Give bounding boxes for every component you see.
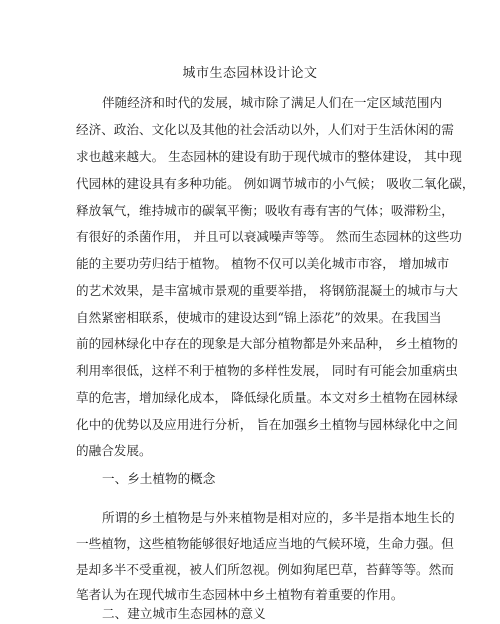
paragraph-line: 是却多半不受重视，被人们所忽视。例如狗尾巴草，苔藓等等。然而 xyxy=(76,562,454,577)
paragraph-line: 利用率很低，这样不利于植物的多样性发展， 同时有可能会加重病虫 xyxy=(76,363,458,378)
section-heading: 二、建立城市生态园林的意义 xyxy=(102,606,266,621)
paragraph-line: 求也越来越大。 生态园林的建设有助于现代城市的整体建设， 其中现 xyxy=(76,149,462,164)
section-heading: 一、乡土植物的概念 xyxy=(102,471,216,486)
paragraph-line: 释放氧气，维持城市的碳氧平衡；吸收有毒有害的气体；吸滞粉尘， xyxy=(76,203,454,218)
paragraph-line: 化中的优势以及应用进行分析， 旨在加强乡土植物与园林绿化中之间 xyxy=(76,417,458,432)
paragraph-line: 经济、政治、文化以及其他的社会活动以外，人们对于生活休闲的需 xyxy=(76,122,454,137)
paragraph-line: 笔者认为在现代城市生态园林中乡土植物有着重要的作用。 xyxy=(76,587,404,602)
paragraph-line: 代园林的建设具有多种功能。 例如调节城市的小气候； 吸收二氧化碳， xyxy=(76,176,475,191)
document-title: 城市生态园林设计论文 xyxy=(182,66,318,81)
paragraph-line: 伴随经济和时代的发展，城市除了满足人们在一定区域范围内 xyxy=(102,95,443,110)
paragraph-line: 有很好的杀菌作用， 并且可以衰减噪声等等。 然而生态园林的这些功 xyxy=(76,229,462,244)
paragraph-line: 前的园林绿化中存在的现象是大部分植物都是外来品种， 乡土植物的 xyxy=(76,336,458,351)
paragraph-line: 的艺术效果，是丰富城市景观的重要举措， 将钢筋混凝土的城市与大 xyxy=(76,283,458,298)
paragraph-line: 所谓的乡土植物是与外来植物是相对应的，多半是指本地生长的 xyxy=(102,510,455,525)
paragraph-line: 自然紧密相联系，使城市的建设达到“锦上添花”的效果。在我国当 xyxy=(76,310,442,325)
paragraph-line: 能的主要功劳归结于植物。 植物不仅可以美化城市市容， 增加城市 xyxy=(76,256,450,271)
paragraph-line: 的融合发展。 xyxy=(76,443,152,458)
paragraph-line: 一些植物，这些植物能够很好地适应当地的气候环境，生命力强。但 xyxy=(76,536,454,551)
paragraph-line: 草的危害，增加绿化成本， 降低绿化质量。本文对乡土植物在园林绿 xyxy=(76,390,458,405)
